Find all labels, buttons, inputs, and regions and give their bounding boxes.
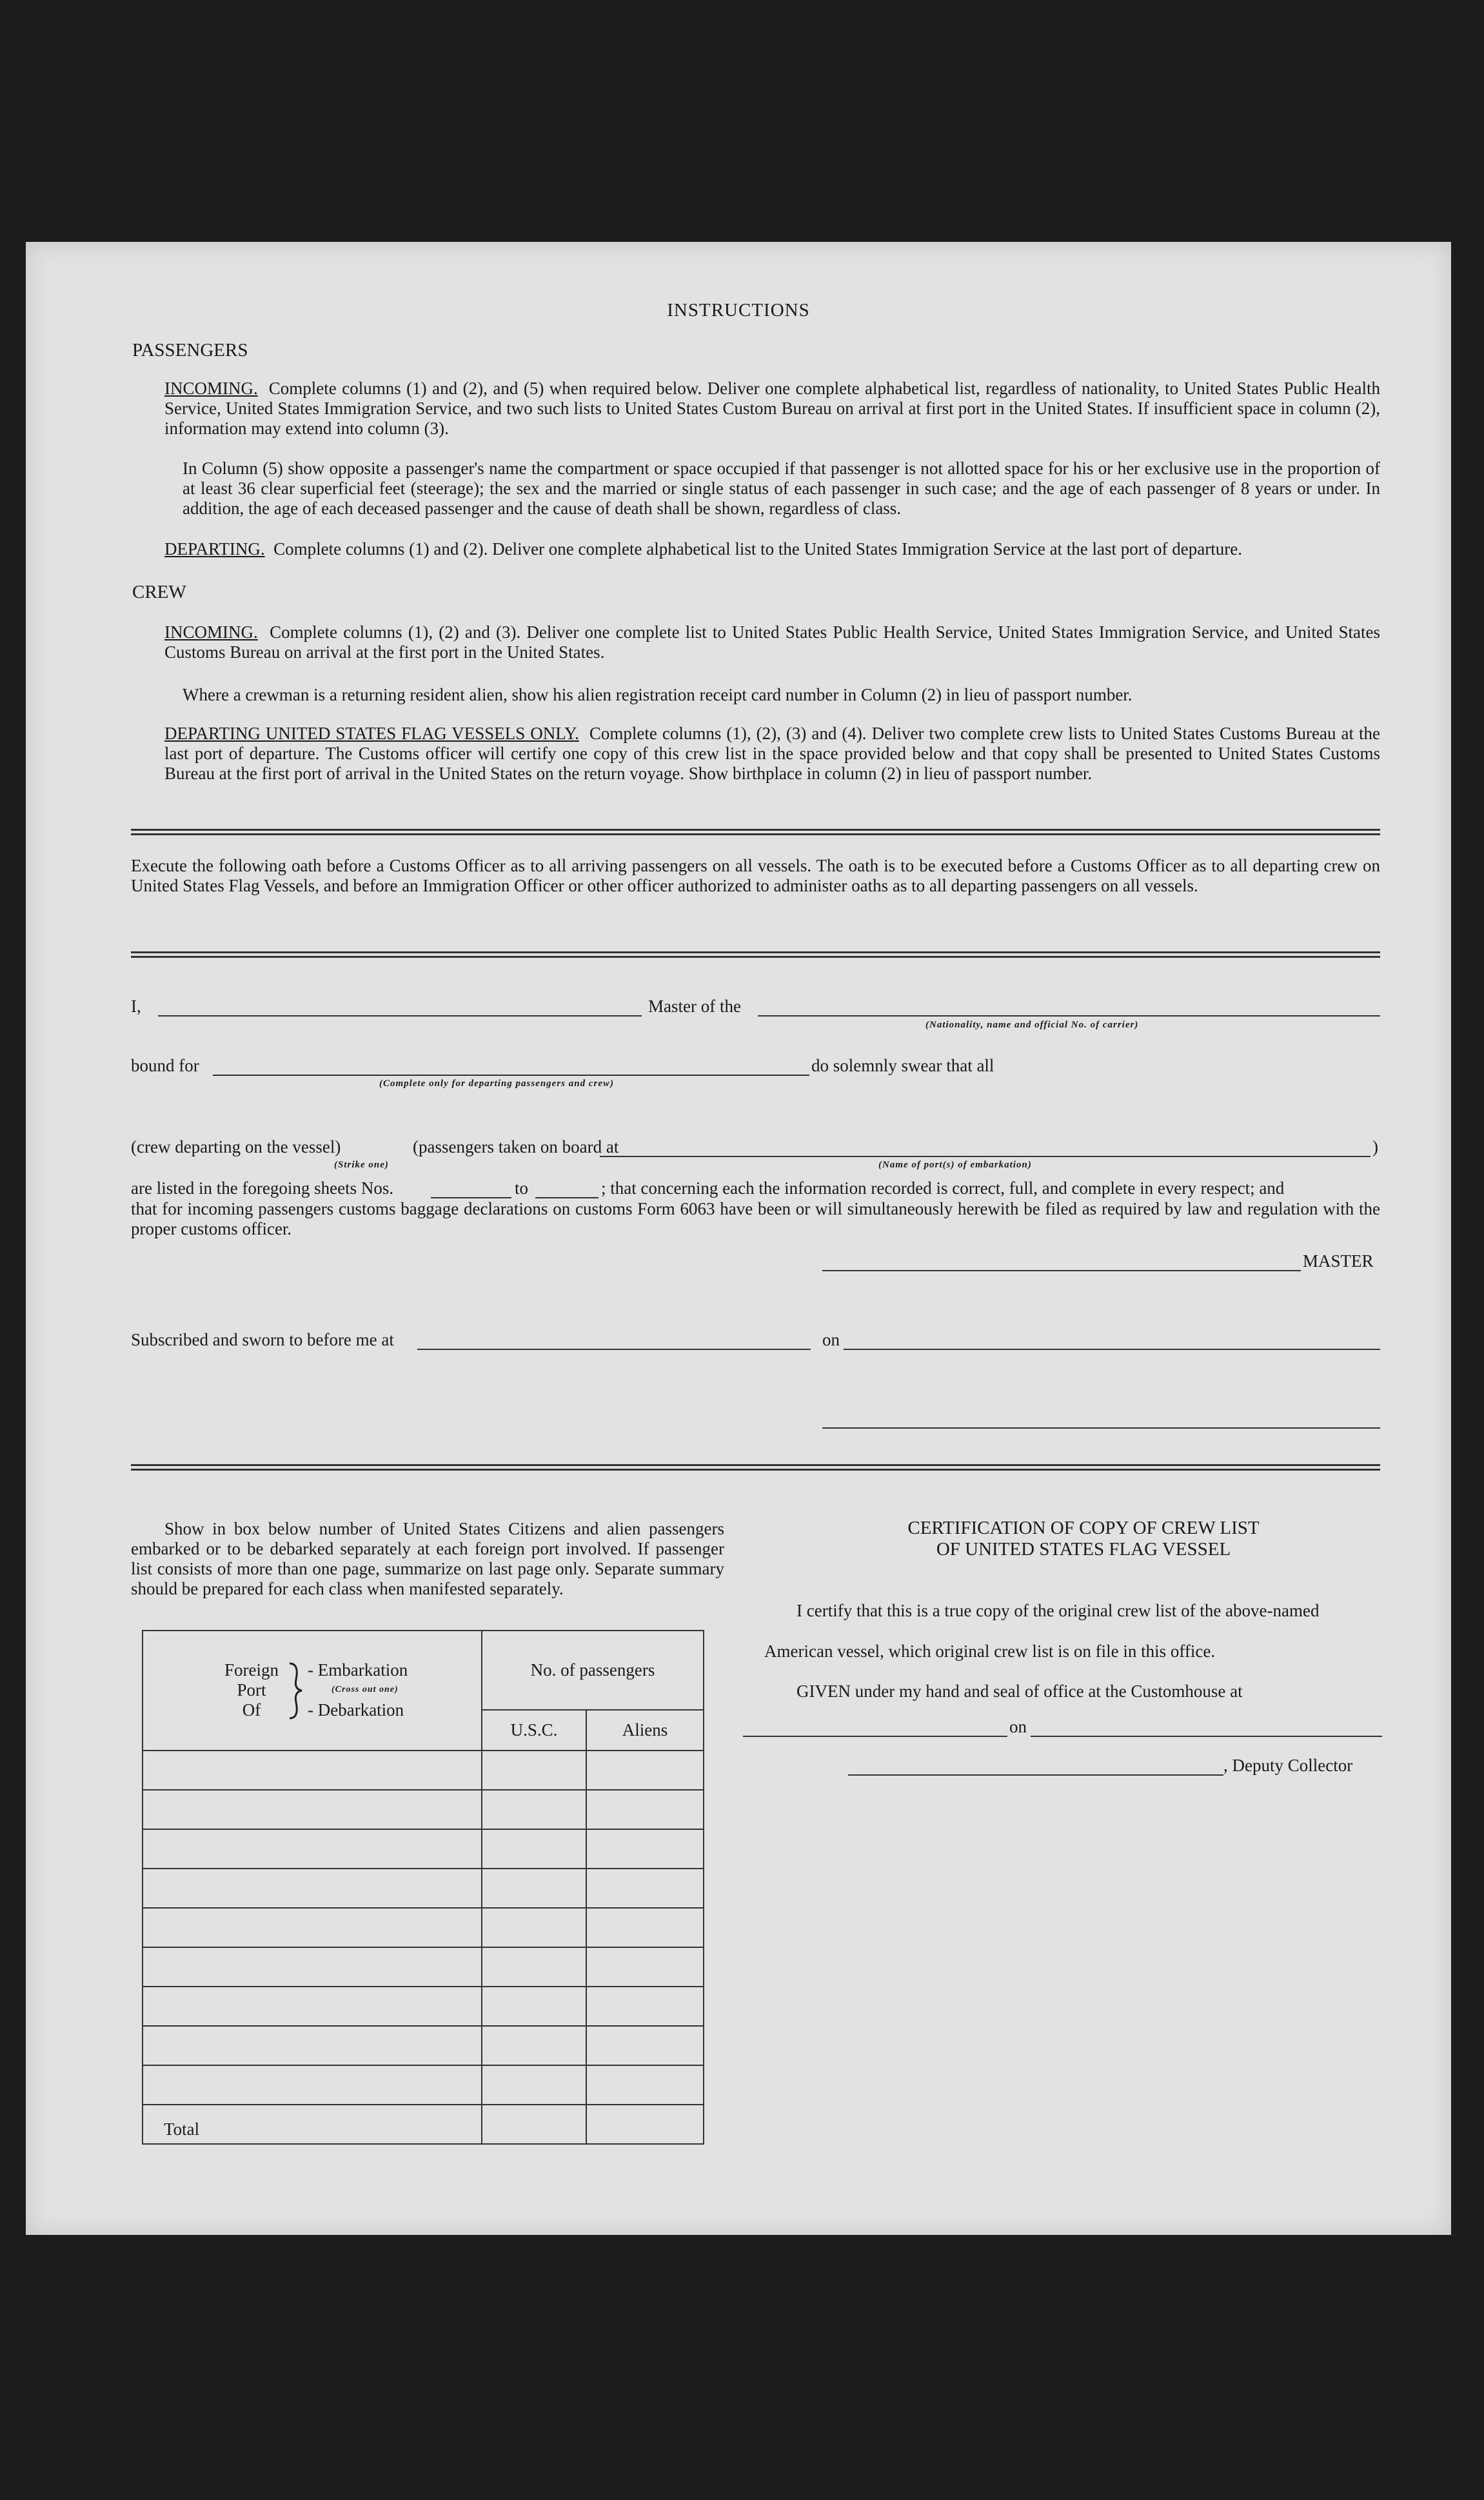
divider xyxy=(131,951,1380,953)
usc-cell[interactable] xyxy=(482,1751,586,1790)
usc-cell[interactable] xyxy=(482,1790,586,1829)
table-row xyxy=(143,1829,704,1869)
usc-cell[interactable] xyxy=(482,1987,586,2026)
total-row xyxy=(143,2105,704,2144)
passengers-heading: PASSENGERS xyxy=(132,340,248,361)
crew-heading: CREW xyxy=(132,582,186,602)
passengers-departing-label: DEPARTING. xyxy=(164,539,265,559)
port-note: (Name of port(s) of embarkation) xyxy=(878,1160,1032,1170)
divider xyxy=(131,956,1380,958)
embarkation-label: - Embarkation xyxy=(308,1660,408,1680)
port-cell[interactable] xyxy=(143,1869,482,1908)
foreign-word: Foreign xyxy=(224,1660,279,1680)
oath-master-of-label: Master of the xyxy=(648,997,741,1016)
form-page xyxy=(26,242,1451,2235)
sworn-place-field[interactable] xyxy=(417,1333,811,1350)
bound-note: (Complete only for departing passengers and crew) xyxy=(379,1078,614,1089)
master-label: MASTER xyxy=(1303,1251,1374,1271)
sheet-to-field[interactable] xyxy=(535,1182,599,1198)
table-row xyxy=(143,1947,704,1987)
officer-signature-field[interactable] xyxy=(822,1412,1380,1429)
table-row xyxy=(143,1790,704,1829)
master-name-field[interactable] xyxy=(158,1000,642,1017)
usc-cell[interactable] xyxy=(482,2065,586,2105)
table-row xyxy=(143,1908,704,1947)
listed-text-continued: that for incoming passengers customs baggage declarations on customs Form 6063 have been or will simultaneously herewith be filed as required by law and regulation with the proper customs officer. xyxy=(131,1199,1380,1238)
ports-table xyxy=(142,1630,704,2145)
port-cell[interactable] xyxy=(143,2065,482,2105)
to-label: to xyxy=(515,1178,529,1198)
foreign-port-label xyxy=(219,1660,284,1720)
crew-departing-label: DEPARTING UNITED STATES FLAG VESSELS ONLY. xyxy=(164,724,579,743)
usc-header: U.S.C. xyxy=(482,1710,586,1751)
certification-text1: I certify that this is a true copy of the original crew list of the above-named xyxy=(796,1601,1320,1620)
certification-text2: American vessel, which original crew list is on file in this office. xyxy=(764,1642,1216,1661)
sheet-from-field[interactable] xyxy=(431,1182,511,1198)
debarkation-label: - Debarkation xyxy=(308,1700,404,1720)
strike-note: (Strike one) xyxy=(334,1160,389,1170)
aliens-cell[interactable] xyxy=(586,1751,704,1790)
aliens-cell[interactable] xyxy=(586,1829,704,1869)
passengers-column5-paragraph: In Column (5) show opposite a passenger's name the compartment or space occupied if that passenger is not allotted space for his or her exclusive use in the proportion of at least 36 clear superficial feet (steerage); the sex and the married or single status of each passenger in such case; and the age of each passenger of 8 years or under. In addition, the age of each deceased passenger and the cause of death shall be shown, regardless of class. xyxy=(183,459,1380,518)
port-cell[interactable] xyxy=(143,1987,482,2026)
embarkation-port-field[interactable] xyxy=(600,1140,1370,1157)
usc-cell[interactable] xyxy=(482,1829,586,1869)
usc-cell[interactable] xyxy=(482,1869,586,1908)
passengers-incoming-text: Complete columns (1) and (2), and (5) when required below. Deliver one complete alphabetical list, regardless of nationality, to United States Public Health Service, United States Immigration Service, and two such lists to United States Custom Bureau on arrival at first port in the United States. If insufficient space in column (2), information may extend into column (3). xyxy=(164,379,1380,438)
box-instructions: Show in box below number of United States Citizens and alien passengers embarked or to be debarked separately at each foreign port involved. If passenger list consists of more than one page, summarize on last page only. Separate summary should be prepared for each class when manifested separately. xyxy=(131,1519,724,1598)
listed-text: ; that concerning each the information recorded is correct, full, and complete in every respect; and xyxy=(601,1178,1285,1198)
customhouse-field[interactable] xyxy=(743,1720,1007,1737)
aliens-cell[interactable] xyxy=(586,1790,704,1829)
aliens-cell[interactable] xyxy=(586,1947,704,1987)
passengers-count-header: No. of passengers xyxy=(482,1631,704,1710)
passengers-taken-option[interactable]: (passengers taken on board at xyxy=(413,1137,619,1156)
table-row xyxy=(143,1987,704,2026)
oath-i-label: I, xyxy=(131,997,141,1016)
crew-incoming-label: INCOMING. xyxy=(164,622,258,642)
port-cell[interactable] xyxy=(143,1947,482,1987)
port-cell[interactable] xyxy=(143,1751,482,1790)
usc-cell[interactable] xyxy=(482,2026,586,2065)
port-cell[interactable] xyxy=(143,1908,482,1947)
aliens-cell[interactable] xyxy=(586,2026,704,2065)
oath-swear-label: do solemnly swear that all xyxy=(811,1056,994,1075)
bound-for-field[interactable] xyxy=(213,1059,809,1076)
crew-departing-text: Complete columns (1), (2), (3) and (4). Deliver two complete crew lists to United States Customs Bureau at the last port of departure. The Customs officer will certify one copy of this crew list in the space provided below and that copy shall be presented to United States Customs Bureau at the first port of arrival in the United States on the return voyage. Show birthplace in column (2) in lieu of passport number. xyxy=(164,724,1380,783)
aliens-cell[interactable] xyxy=(586,1908,704,1947)
port-word: Port xyxy=(237,1680,266,1700)
crew-resident-alien-paragraph: Where a crewman is a returning resident alien, show his alien registration receipt card number in Column (2) in lieu of passport number. xyxy=(183,685,1133,704)
usc-total-cell[interactable] xyxy=(482,2105,586,2144)
deputy-collector-label: , Deputy Collector xyxy=(1223,1756,1353,1775)
table-row xyxy=(143,1869,704,1908)
usc-cell[interactable] xyxy=(482,1947,586,1987)
sworn-date-field[interactable] xyxy=(844,1333,1380,1350)
passengers-incoming-label: INCOMING. xyxy=(164,379,258,398)
port-cell[interactable] xyxy=(143,1829,482,1869)
deputy-collector-signature-field[interactable] xyxy=(848,1759,1223,1776)
table-row xyxy=(143,1751,704,1790)
page-title: INSTRUCTIONS xyxy=(667,300,810,321)
brace-icon xyxy=(286,1660,306,1721)
on-label: on xyxy=(822,1330,840,1349)
divider xyxy=(131,829,1380,831)
crew-departing-option[interactable]: (crew departing on the vessel) xyxy=(131,1137,341,1156)
table-row xyxy=(143,2026,704,2065)
crew-incoming-text: Complete columns (1), (2) and (3). Deliver one complete list to United States Public Health Service, United States Immigration Service, and United States Customs Bureau on arrival at the first port in the United States. xyxy=(164,622,1381,662)
subscribed-label: Subscribed and sworn to before me at xyxy=(131,1330,394,1349)
aliens-cell[interactable] xyxy=(586,1869,704,1908)
aliens-cell[interactable] xyxy=(586,2065,704,2105)
certification-title xyxy=(774,1518,1393,1560)
crew-departing-paragraph xyxy=(164,724,1380,784)
passengers-departing-paragraph xyxy=(164,539,1380,559)
passengers-incoming-paragraph xyxy=(164,379,1380,439)
divider xyxy=(131,1464,1380,1466)
table-row xyxy=(143,2065,704,2105)
master-signature-field[interactable] xyxy=(822,1255,1301,1271)
certification-title-line1: CERTIFICATION OF COPY OF CREW LIST xyxy=(907,1518,1260,1538)
cross-out-note: (Cross out one) xyxy=(331,1684,399,1694)
oath-bound-for-label: bound for xyxy=(131,1056,199,1075)
oath-intro: Execute the following oath before a Customs Officer as to all arriving passengers on all vessels. The oath is to be executed before a Customs Officer as to all departing crew on United States Flag Vessels, and before an Immigration Officer or other officer authorized to administer oaths as to all departing passengers on all vessels. xyxy=(131,856,1380,895)
listed-label: are listed in the foregoing sheets Nos. xyxy=(131,1178,394,1198)
certification-date-field[interactable] xyxy=(1031,1720,1382,1737)
passengers-departing-text: Complete columns (1) and (2). Deliver one complete alphabetical list to the United States Immigration Service at the last port of departure. xyxy=(273,539,1242,559)
certification-on-label: on xyxy=(1009,1717,1027,1736)
port-cell[interactable] xyxy=(143,2026,482,2065)
of-word: Of xyxy=(242,1700,261,1720)
close-paren: ) xyxy=(1372,1137,1378,1156)
divider xyxy=(131,833,1380,835)
aliens-header: Aliens xyxy=(586,1710,704,1751)
port-cell[interactable] xyxy=(143,1790,482,1829)
carrier-note: (Nationality, name and official No. of carrier) xyxy=(925,1020,1139,1030)
divider xyxy=(131,1469,1380,1471)
certification-title-line2: OF UNITED STATES FLAG VESSEL xyxy=(936,1539,1231,1560)
aliens-cell[interactable] xyxy=(586,1987,704,2026)
total-label: Total xyxy=(143,2105,482,2144)
aliens-total-cell[interactable] xyxy=(586,2105,704,2144)
ports-header-cell xyxy=(143,1631,482,1751)
usc-cell[interactable] xyxy=(482,1908,586,1947)
carrier-field[interactable] xyxy=(758,1000,1380,1017)
crew-incoming-paragraph xyxy=(164,622,1380,662)
certification-given-text: GIVEN under my hand and seal of office at the Customhouse at xyxy=(796,1682,1243,1701)
